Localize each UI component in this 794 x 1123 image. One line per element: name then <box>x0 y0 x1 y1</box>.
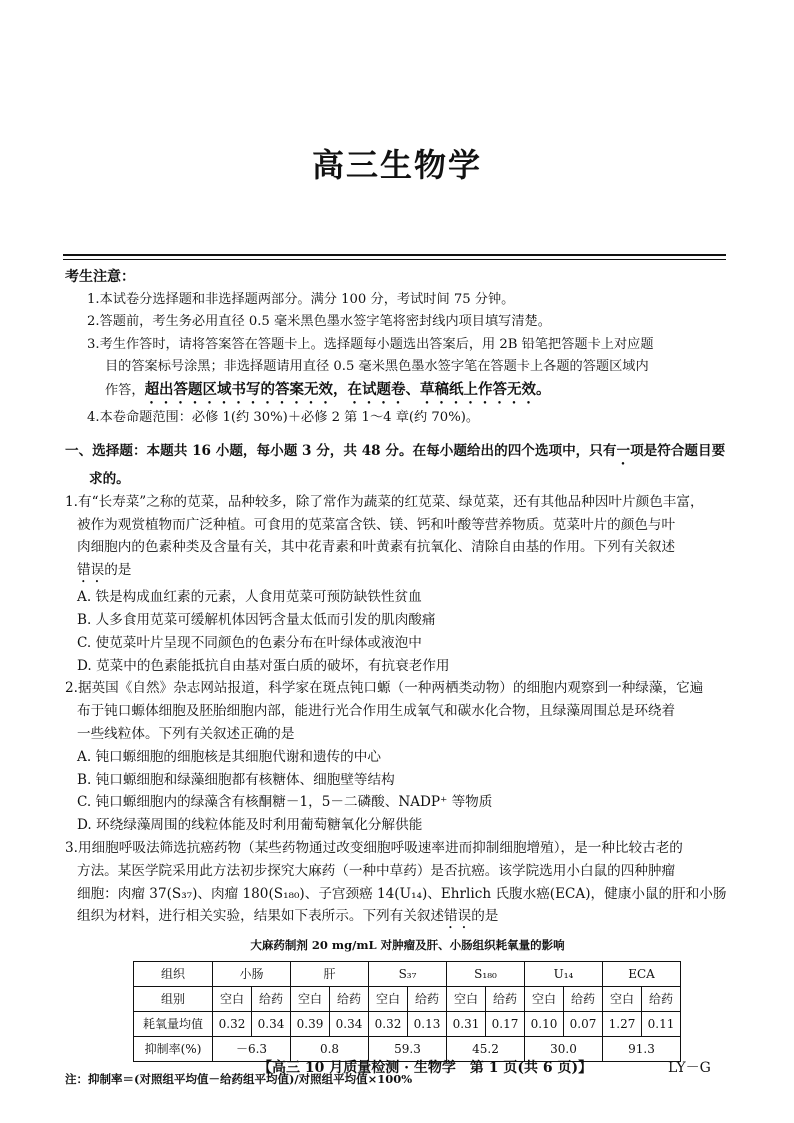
oxygen-cell: 0.11 <box>642 1012 681 1037</box>
group-cell: 空白 <box>369 987 408 1012</box>
row-label-inhibition: 抑制率(%) <box>134 1037 213 1062</box>
group-cell: 给药 <box>564 987 603 1012</box>
question-3-stem-2: 方法。某医学院采用此方法初步探究大麻药（一种中草药）是否抗癌。该学院选用小白鼠的四种肿瘤 <box>77 862 676 879</box>
question-3 <box>65 837 730 1091</box>
question-1-stem-3: 肉细胞内的色素种类及含量有关，其中花青素和叶黄素有抗氧化、清除自由基的作用。下列有关叙述 <box>77 539 676 556</box>
tissue-cell: 小肠 <box>213 962 291 987</box>
oxygen-cell: 0.34 <box>330 1012 369 1037</box>
question-1-stem-1: 1.有“长寿菜”之称的苋菜，品种较多，除了常作为蔬菜的红苋菜、绿苋菜，还有其他品种因叶片颜色丰富， <box>65 493 704 510</box>
question-1-stem-2: 被作为观赏植物而广泛种植。可食用的苋菜富含铁、镁、钙和叶酸等营养物质。苋菜叶片的颜色与叶 <box>77 516 676 533</box>
question-1-option-a[interactable]: A. 铁是构成血红素的元素，人食用苋菜可预防缺铁性贫血 <box>77 589 422 606</box>
inhibition-cell: 59.3 <box>369 1037 447 1062</box>
question-1-option-d[interactable]: D. 苋菜中的色素能抵抗自由基对蛋白质的破坏，有抗衰老作用 <box>77 657 450 674</box>
group-cell: 给药 <box>486 987 525 1012</box>
question-1-emphasis: 错误 <box>77 562 105 579</box>
oxygen-cell: 0.17 <box>486 1012 525 1037</box>
table-caption: 大麻药制剂 20 mg/mL 对肿瘤及肝、小肠组织耗氧量的影响 <box>250 938 565 953</box>
question-2-option-b[interactable]: B. 钝口螈细胞和绿藻细胞都有核糖体、细胞壁等结构 <box>77 771 395 788</box>
oxygen-cell: 0.32 <box>213 1012 252 1037</box>
question-area <box>65 440 730 1091</box>
oxygen-cell: 0.31 <box>447 1012 486 1037</box>
notice-item-3-line-3 <box>65 379 730 407</box>
header-rule-thick <box>63 254 726 256</box>
question-3-stem-end: 的是 <box>471 908 499 925</box>
group-cell: 给药 <box>330 987 369 1012</box>
question-2-option-a[interactable]: A. 钝口螈细胞的细胞核是其细胞代谢和遗传的中心 <box>77 748 381 765</box>
group-cell: 空白 <box>447 987 486 1012</box>
section-heading <box>65 440 730 491</box>
section-heading-text: 一、选择题：本题共 16 小题，每小题 3 分，共 48 分。在每小题给出的四个选项中，只有 <box>65 443 617 459</box>
section-heading-line-2: 求的。 <box>89 471 130 487</box>
question-3-stem-text: 组织为材料，进行相关实验，结果如下表所示。下列有关叙述 <box>77 908 445 925</box>
group-cell: 空白 <box>603 987 642 1012</box>
row-label-group: 组别 <box>134 987 213 1012</box>
question-2-stem-1: 2.据英国《自然》杂志网站报道，科学家在斑点钝口螈（一种两栖类动物）的细胞内观察到一种绿藻，它遍 <box>65 680 704 697</box>
question-1 <box>65 491 730 678</box>
oxygen-cell: 0.32 <box>369 1012 408 1037</box>
question-2-option-c[interactable]: C. 钝口螈细胞内的绿藻含有核酮糖－1，5－二磷酸、NADP⁺ 等物质 <box>77 794 493 811</box>
group-cell: 给药 <box>408 987 447 1012</box>
tissue-cell: ECA <box>603 962 681 987</box>
notice-item-4: 4.本卷命题范围：必修 1(约 30%)＋必修 2 第 1～4 章(约 70%)。 <box>87 409 480 425</box>
footer-code: LY－G <box>668 1060 711 1076</box>
question-1-stem-end: 的是 <box>104 562 132 579</box>
question-2-option-d[interactable]: D. 环绕绿藻周围的线粒体能及时利用葡萄糖氧化分解供能 <box>77 817 423 834</box>
group-cell: 给药 <box>642 987 681 1012</box>
notice-item-1: 1.本试卷分选择题和非选择题两部分。满分 100 分，考试时间 75 分钟。 <box>87 291 515 307</box>
question-1-stem-4 <box>65 559 730 586</box>
question-3-stem-4 <box>65 905 730 932</box>
header-rule-thin <box>63 259 726 260</box>
question-2 <box>65 677 730 837</box>
question-2-stem-2: 布于钝口螈体细胞及胚胎细胞内部，能进行光合作用生成氧气和碳水化合物，且绿藻周围总是环绕着 <box>77 703 676 720</box>
tissue-cell: S₃₇ <box>369 962 447 987</box>
question-3-stem-3: 细胞：肉瘤 37(S₃₇)、肉瘤 180(S₁₈₀)、子宫颈癌 14(U₁₄)、Ehrlich 氏腹水癌(ECA)，健康小鼠的肝和小肠 <box>77 885 727 902</box>
row-label-tissue: 组织 <box>134 962 213 987</box>
question-3-stem-1: 3.用细胞呼吸法筛选抗癌药物（某些药物通过改变细胞呼吸速率进而抑制细胞增殖），是一种比较古老的 <box>65 839 683 856</box>
inhibition-cell: 0.8 <box>291 1037 369 1062</box>
notice-item-3-prefix: 作答， <box>105 382 145 398</box>
section-heading-line-1 <box>65 440 730 468</box>
tissue-cell: S₁₈₀ <box>447 962 525 987</box>
question-1-option-c[interactable]: C. 使苋菜叶片呈现不同颜色的色素分布在叶绿体或液泡中 <box>77 634 422 651</box>
oxygen-cell: 0.39 <box>291 1012 330 1037</box>
notice-item-3-emphasis: 超出答题区域书写的答案无效，在试题卷、草稿纸上作答无效。 <box>144 380 551 398</box>
group-cell: 给药 <box>252 987 291 1012</box>
inhibition-cell: 91.3 <box>603 1037 681 1062</box>
notice-item-2: 2.答题前，考生务必用直径 0.5 毫米黑色墨水签字笔将密封线内项目填写清楚。 <box>87 314 551 329</box>
row-label-oxygen: 耗氧量均值 <box>134 1012 213 1037</box>
group-cell: 空白 <box>213 987 252 1012</box>
inhibition-cell: 45.2 <box>447 1037 525 1062</box>
table-row-oxygen <box>134 1012 681 1037</box>
question-2-stem-3: 一些线粒体。下列有关叙述正确的是 <box>77 725 295 742</box>
group-cell: 空白 <box>525 987 564 1012</box>
notice-item-3-line-2: 目的答案标号涂黑；非选择题请用直径 0.5 毫米黑色墨水签字笔在答题卡上各题的答题区域内 <box>105 359 649 374</box>
oxygen-cell: 0.10 <box>525 1012 564 1037</box>
table-note: 注：抑制率＝(对照组平均值－给药组平均值)/对照组平均值×100% <box>65 1072 413 1087</box>
table-row-tissue <box>134 962 681 987</box>
group-cell: 空白 <box>291 987 330 1012</box>
oxygen-cell: 0.34 <box>252 1012 291 1037</box>
oxygen-cell: 1.27 <box>603 1012 642 1037</box>
question-3-emphasis: 错误 <box>444 908 472 925</box>
table-row-group <box>134 987 681 1012</box>
notice-heading: 考生注意： <box>65 269 135 285</box>
inhibition-cell: 30.0 <box>525 1037 603 1062</box>
footer-page-info: 【高三 10 月质量检测 · 生物学 第 1 页(共 6 页)】 <box>258 1060 593 1076</box>
question-1-option-b[interactable]: B. 人多食用苋菜可缓解机体因钙含量太低而引发的肌肉酸痛 <box>77 611 436 628</box>
section-heading-dot: 一 <box>616 443 631 459</box>
oxygen-cell: 0.07 <box>564 1012 603 1037</box>
tissue-cell: 肝 <box>291 962 369 987</box>
candidate-notice <box>65 266 730 429</box>
exam-title: 高三生物学 <box>311 146 482 184</box>
tissue-cell: U₁₄ <box>525 962 603 987</box>
oxygen-cell: 0.13 <box>408 1012 447 1037</box>
oxygen-consumption-table <box>133 961 681 1062</box>
inhibition-cell: －6.3 <box>213 1037 291 1062</box>
section-heading-text-end: 项是符合题目要 <box>630 443 726 459</box>
notice-item-3-line-1: 3.考生作答时，请将答案答在答题卡上。选择题每小题选出答案后，用 2B 铅笔把答题卡上对应题 <box>87 336 654 352</box>
